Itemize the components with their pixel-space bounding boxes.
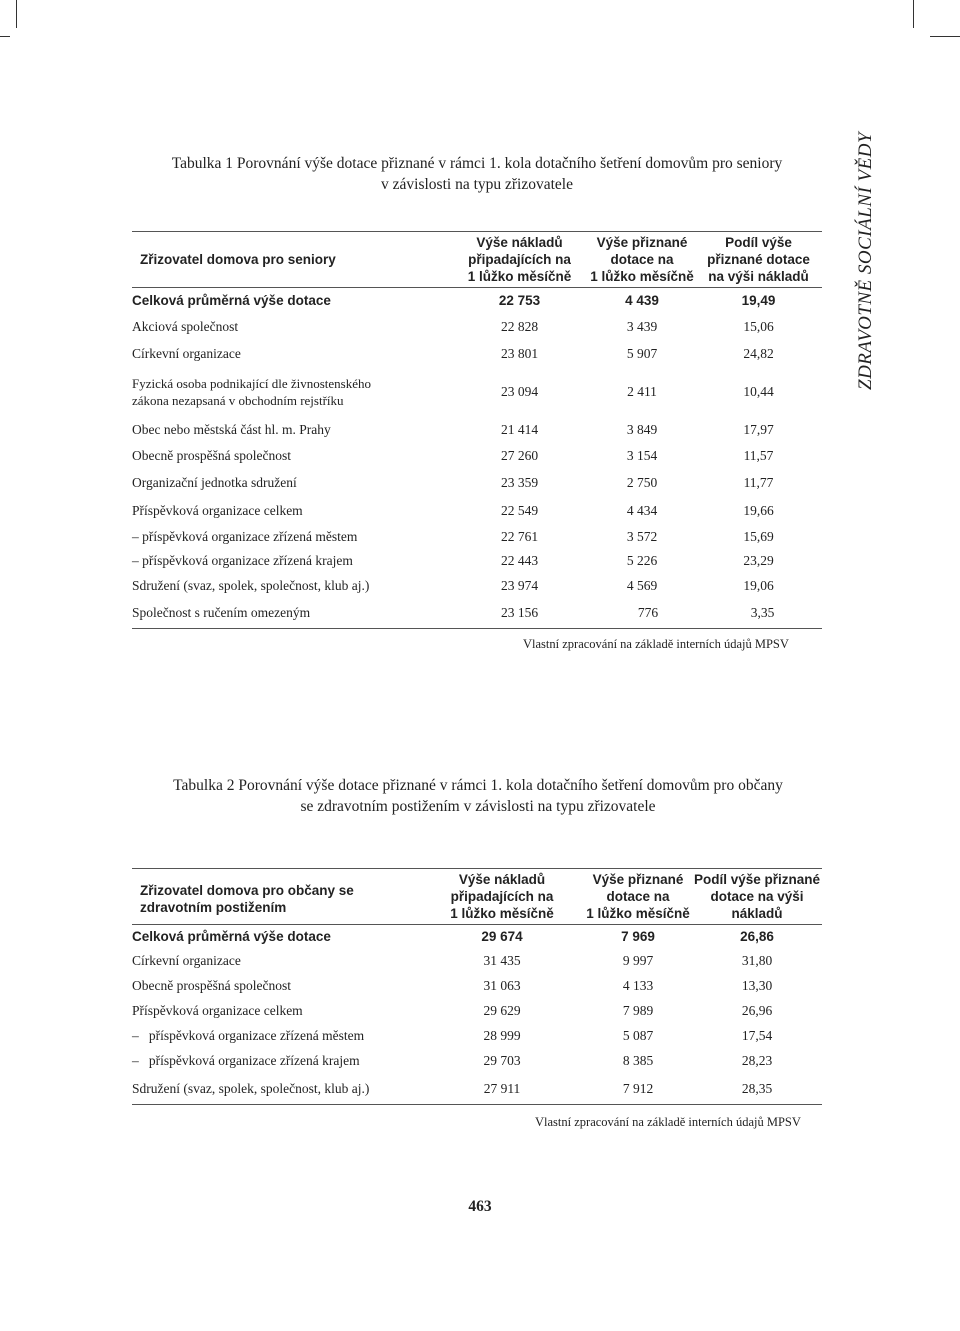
table-cell-cost: 23 156 xyxy=(450,599,589,629)
crop-mark xyxy=(0,36,10,37)
table-row xyxy=(132,974,822,999)
table-cell-share: 13,30 xyxy=(741,978,773,993)
table-cell-cost: 22 828 xyxy=(500,319,539,334)
table-cell-label: Obecně prospěšná společnost xyxy=(132,978,291,993)
header-line: Výše přiznané xyxy=(596,235,688,250)
table-cell-share: 28,23 xyxy=(741,1053,773,1068)
table-cell-label: Církevní organizace xyxy=(132,345,241,361)
table2-source: Vlastní zpracování na základě interních údajů MPSV xyxy=(535,1115,801,1129)
page-number: 463 xyxy=(468,1198,492,1215)
table1-total-row xyxy=(132,288,822,314)
table1-caption-line1: Tabulka 1 Porovnání výše dotace přiznané v rámci 1. kola dotačního šetření domovům pro seniory xyxy=(171,155,783,172)
table-cell-cost: 31 063 xyxy=(483,978,521,993)
table-cell-share: 10,44 xyxy=(743,383,774,399)
table-cell-cost: 27 260 xyxy=(500,447,539,463)
table-cell-share: 17,54 xyxy=(741,1028,773,1043)
table-cell-subsidy: 8 385 xyxy=(622,1053,654,1068)
label-line: zákona nezapsaná v obchodním rejstříku xyxy=(132,392,344,408)
table-cell-label: – příspěvková organizace zřízená krajem xyxy=(132,552,353,568)
table-cell-subsidy: 4 439 xyxy=(625,293,659,309)
table-cell-share: 15,69 xyxy=(743,528,774,544)
table-cell-share: 31,80 xyxy=(741,953,773,968)
table-cell-cost: 21 414 xyxy=(500,421,539,437)
table-cell-label: Sdružení (svaz, spolek, společnost, klub aj.) xyxy=(132,577,370,593)
table-row xyxy=(132,314,822,341)
table-cell-subsidy: 2 411 xyxy=(627,383,657,399)
table-cell-cost: 22 761 xyxy=(500,528,539,544)
journal-side-title: ZDRAVOTNĚ SOCIÁLNÍ VĚDY xyxy=(855,131,876,390)
header-line: Podíl výše přiznané xyxy=(693,872,821,887)
table-row xyxy=(132,367,822,417)
table-cell-cost: 23 094 xyxy=(500,383,539,399)
table-cell-cost: 22 443 xyxy=(500,552,539,568)
table2-header-founder xyxy=(132,869,420,925)
table1-caption-line2: v závislosti na typu zřizovatele xyxy=(381,176,573,193)
table-cell-label xyxy=(132,367,450,417)
header-line: zdravotním postižením xyxy=(140,899,287,915)
table-row xyxy=(132,525,822,549)
table-row xyxy=(132,469,822,497)
table2-header-share xyxy=(692,869,822,925)
table2-caption xyxy=(128,775,828,817)
header-line: Podíl výše xyxy=(725,235,792,250)
table-row xyxy=(132,1049,822,1074)
table-cell-cost: 29 703 xyxy=(483,1053,521,1068)
table-cell-subsidy: 4 434 xyxy=(626,502,658,518)
header-line: připadajících na xyxy=(450,889,554,904)
table2-total-row xyxy=(132,925,822,949)
table2-caption-line1: Tabulka 2 Porovnání výše dotace přiznané v rámci 1. kola dotačního šetření domovům pro občany xyxy=(173,777,783,794)
table-cell-share: 24,82 xyxy=(743,345,774,361)
table1 xyxy=(132,231,822,629)
table-cell-label: Příspěvková organizace celkem xyxy=(132,502,303,518)
table-cell-share: 19,66 xyxy=(743,502,774,518)
table-cell-label: Příspěvková organizace celkem xyxy=(132,1003,303,1018)
crop-mark xyxy=(913,0,914,28)
table-cell-cost: 29 629 xyxy=(483,1003,521,1018)
table-cell-subsidy: 5 087 xyxy=(622,1028,654,1043)
header-line: nákladů xyxy=(731,906,783,921)
table-cell-label: Celková průměrná výše dotace xyxy=(132,929,331,945)
header-line: na výši nákladů xyxy=(708,269,809,284)
table-row xyxy=(132,497,822,525)
table-cell-subsidy: 5 907 xyxy=(626,345,658,361)
table-cell-cost: 28 999 xyxy=(483,1028,521,1043)
table-cell-subsidy: 4 133 xyxy=(622,978,654,993)
crop-mark xyxy=(16,0,17,28)
table-row xyxy=(132,341,822,367)
table-cell-share: 3,35 xyxy=(695,599,822,629)
table-row xyxy=(132,549,822,573)
table-cell-subsidy: 7 969 xyxy=(621,929,655,945)
table-cell-label: – příspěvková organizace zřízená městem xyxy=(132,1028,365,1043)
table2-header-row xyxy=(132,869,822,925)
table-cell-subsidy: 2 750 xyxy=(626,474,658,490)
table-cell-label: Akciová společnost xyxy=(132,319,239,334)
table-cell-subsidy: 5 226 xyxy=(626,552,658,568)
header-line: přiznané dotace xyxy=(707,252,810,267)
table-cell-share: 19,49 xyxy=(741,293,776,309)
header-line: 1 lůžko měsíčně xyxy=(467,269,572,284)
table-cell-share: 11,77 xyxy=(743,474,774,490)
table-row xyxy=(132,443,822,469)
header-line: dotace na xyxy=(610,252,674,267)
table-cell-share: 26,96 xyxy=(741,1003,773,1018)
table2-caption-line2: se zdravotním postižením v závislosti na typu zřizovatele xyxy=(300,798,656,815)
table2-header-cost xyxy=(420,869,584,925)
table1-header-founder: Zřizovatel domova pro seniory xyxy=(140,252,336,267)
table-row xyxy=(132,573,822,599)
table1-header-share xyxy=(695,232,822,288)
header-line: 1 lůžko měsíčně xyxy=(450,906,554,921)
table-cell-label: Společnost s ručením omezeným xyxy=(132,599,450,629)
table-cell-subsidy: 9 997 xyxy=(622,953,654,968)
header-line: Výše nákladů xyxy=(476,235,563,250)
table-cell-share: 19,06 xyxy=(743,577,774,593)
table-cell-label: Organizační jednotka sdružení xyxy=(132,474,297,490)
table-cell-label: – příspěvková organizace zřízená městem xyxy=(132,528,358,544)
table-cell-subsidy: 7 912 xyxy=(584,1074,692,1105)
table-cell-share: 17,97 xyxy=(743,421,774,437)
header-line: dotace na výši xyxy=(710,889,804,904)
label-line: Fyzická osoba podnikající dle živnostenského xyxy=(132,375,372,391)
table-cell-label: Celková průměrná výše dotace xyxy=(132,293,331,309)
header-line: Výše nákladů xyxy=(458,872,546,887)
table-cell-subsidy: 3 849 xyxy=(626,421,658,437)
table-cell-label: Církevní organizace xyxy=(132,953,241,968)
table-cell-subsidy: 776 xyxy=(589,599,695,629)
header-line: Zřizovatel domova pro občany se xyxy=(140,882,354,898)
header-line: připadajících na xyxy=(468,252,571,267)
table-row xyxy=(132,1024,822,1049)
table-cell-share: 26,86 xyxy=(740,929,774,945)
table-cell-cost: 27 911 xyxy=(420,1074,584,1105)
table-cell-share: 11,57 xyxy=(743,447,774,463)
table-cell-cost: 23 359 xyxy=(500,474,539,490)
header-line: 1 lůžko měsíčně xyxy=(586,906,690,921)
table-row xyxy=(132,1074,822,1105)
table-cell-label: Obec nebo městská část hl. m. Prahy xyxy=(132,421,331,437)
table-cell-share: 23,29 xyxy=(743,552,774,568)
table2-header-subsidy xyxy=(584,869,692,925)
table-cell-cost: 23 974 xyxy=(500,577,539,593)
table1-header-subsidy xyxy=(589,232,695,288)
table1-caption xyxy=(132,153,822,195)
table-cell-subsidy: 7 989 xyxy=(622,1003,654,1018)
table-row xyxy=(132,417,822,443)
table-cell-cost: 22 753 xyxy=(498,293,541,309)
table-cell-subsidy: 4 569 xyxy=(626,577,658,593)
table-cell-share: 15,06 xyxy=(743,319,774,334)
table-cell-cost: 23 801 xyxy=(500,345,539,361)
table1-source: Vlastní zpracování na základě interních údajů MPSV xyxy=(523,637,789,651)
table-cell-subsidy: 3 572 xyxy=(626,528,658,544)
table-cell-cost: 22 549 xyxy=(500,502,539,518)
table-row xyxy=(132,949,822,974)
table-row xyxy=(132,999,822,1024)
table-cell-subsidy: 3 154 xyxy=(626,447,658,463)
table-cell-label: – příspěvková organizace zřízená krajem xyxy=(132,1053,360,1068)
table-cell-subsidy: 3 439 xyxy=(626,319,658,334)
header-line: dotace na xyxy=(606,889,670,904)
table-cell-label: Obecně prospěšná společnost xyxy=(132,447,291,463)
crop-mark xyxy=(930,36,960,37)
header-line: Výše přiznané xyxy=(592,872,684,887)
table-cell-label: Sdružení (svaz, spolek, společnost, klub aj.) xyxy=(132,1074,420,1105)
table2 xyxy=(132,868,822,1105)
table-row xyxy=(132,599,822,629)
header-line: 1 lůžko měsíčně xyxy=(590,269,694,284)
table-cell-share: 28,35 xyxy=(692,1074,822,1105)
table-cell-cost: 31 435 xyxy=(483,953,521,968)
table1-header-cost xyxy=(450,232,589,288)
table-cell-cost: 29 674 xyxy=(481,929,523,945)
table1-header-row xyxy=(132,232,822,288)
